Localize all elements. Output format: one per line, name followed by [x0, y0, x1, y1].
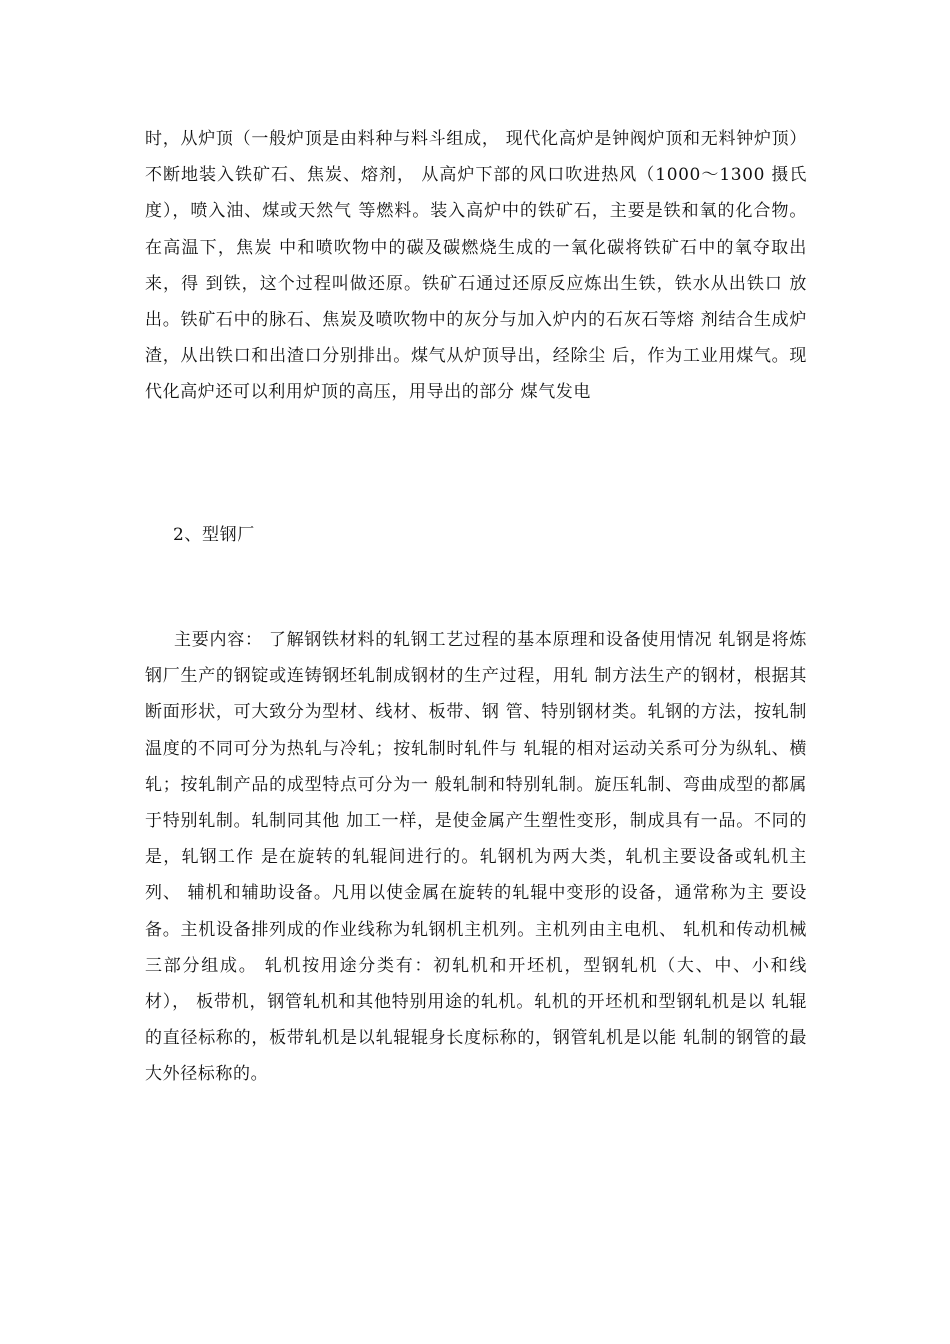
section-heading-section-steel-plant: 2、型钢厂 — [173, 525, 255, 545]
body-paragraph-blast-furnace: 时，从炉顶（一般炉顶是由料种与料斗组成， 现代化高炉是钟阀炉顶和无料钟炉顶）不断地装入铁矿石、焦炭、熔剂， 从高炉下部的风口吹进热风（1000～1300 摄氏度），喷入油、煤或天然气 等燃料。装入高炉中的铁矿石，主要是铁和氧的化合物。在高温下，焦炭 中和喷吹物中的碳及碳燃烧生成的一氧化碳将铁矿石中的氧夺取出来，得 到铁，这个过程叫做还原。铁矿石通过还原反应炼出生铁，铁水从出铁口 放出。铁矿石中的脉石、焦炭及喷吹物中的灰分与加入炉内的石灰石等熔 剂结合生成炉渣，从出铁口和出渣口分别排出。煤气从炉顶导出，经除尘 后，作为工业用煤气。现代化高炉还可以利用炉顶的高压，用导出的部分 煤气发电 — [145, 129, 807, 403]
body-paragraph-rolling: 主要内容： 了解钢铁材料的轧钢工艺过程的基本原理和设备使用情况 轧钢是将炼钢厂生产的钢锭或连铸钢坯轧制成钢材的生产过程，用轧 制方法生产的钢材，根据其断面形状，可大致分为型材、线材、板带、钢 管、特别钢材类。轧钢的方法，按轧制温度的不同可分为热轧与冷轧；按轧制时轧件与 轧辊的相对运动关系可分为纵轧、横轧；按轧制产品的成型特点可分为一 般轧制和特别轧制。旋压轧制、弯曲成型的都属于特别轧制。轧制同其他 加工一样，是使金属产生塑性变形，制成具有一品。不同的是，轧钢工作 是在旋转的轧辊间进行的。轧钢机为两大类，轧机主要设备或轧机主列、 辅机和辅助设备。凡用以使金属在旋转的轧辊中变形的设备，通常称为主 要设备。主机设备排列成的作业线称为轧钢机主机列。主机列由主电机、 轧机和传动机械三部分组成。 轧机按用途分类有：初轧机和开坯机，型钢轧机（大、中、小和线材）， 板带机，钢管轧机和其他特别用途的轧机。轧机的开坯机和型钢轧机是以 轧辊的直径标称的，板带轧机是以轧辊辊身长度标称的，钢管轧机是以能 轧制的钢管的最大外径标称的。 — [145, 630, 807, 1085]
